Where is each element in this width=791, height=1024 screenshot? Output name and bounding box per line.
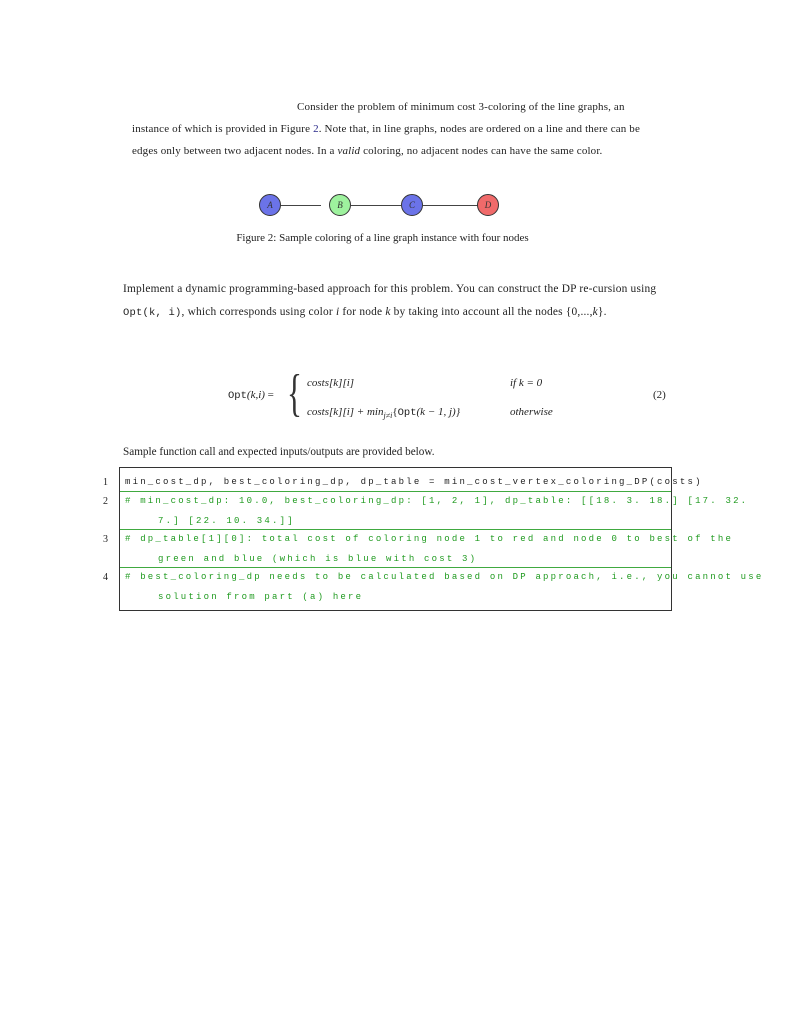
implement-text-1: Implement a dynamic programming-based approach for this problem. You can construct the DP re-cursion using xyxy=(123,283,657,295)
equation-condition-2: otherwise xyxy=(510,406,553,418)
eq-case2-open: { xyxy=(392,406,398,418)
code-separator xyxy=(120,529,671,530)
eq-case2-text: costs[k][i] + min xyxy=(307,406,384,418)
code-line-2b: 7.] [22. 10. 34.]] xyxy=(158,516,295,526)
code-line-1: min_cost_dp, best_coloring_dp, dp_table = min_cost_vertex_coloring_DP(costs) xyxy=(125,477,703,487)
code-line-4b: solution from part (a) here xyxy=(158,592,364,602)
code-line-4a: # best_coloring_dp needs to be calculated based on DP approach, i.e., you cannot use xyxy=(125,572,764,582)
graph-node-a: A xyxy=(259,194,281,216)
equation-case-1: costs[k][i] xyxy=(307,377,355,389)
equation-condition-1: if k = 0 xyxy=(510,377,543,389)
valid-emphasis: valid xyxy=(337,145,361,157)
code-line-number: 2 xyxy=(103,496,108,507)
equation-number: (2) xyxy=(653,389,666,401)
graph-node-b: B xyxy=(329,194,351,216)
eq-case2-opt: Opt xyxy=(397,407,417,419)
code-listing xyxy=(119,467,764,611)
code-line-number: 4 xyxy=(103,572,108,583)
eq-case2-args: (k − 1, j)} xyxy=(416,406,461,418)
graph-edge xyxy=(277,205,321,206)
figure-reference-link[interactable]: 2 xyxy=(313,123,319,135)
implement-text-3: for node xyxy=(339,306,386,318)
code-line-number: 3 xyxy=(103,534,108,545)
eq-opt-func: Opt xyxy=(228,390,247,402)
eq-case2-subscript: j≠i xyxy=(383,411,393,421)
code-line-3b: green and blue (which is blue with cost 3) xyxy=(158,554,478,564)
var-k: k xyxy=(385,306,391,318)
implement-text-5: }. xyxy=(597,306,607,318)
implement-text-4: by taking into account all the nodes {0,..., xyxy=(390,306,593,318)
var-k-2: k xyxy=(592,306,598,318)
intro-line-1: Consider the problem of minimum cost 3-coloring of the line graphs, an xyxy=(297,101,625,113)
intro-paragraph xyxy=(132,96,665,162)
code-line-2a: # min_cost_dp: 10.0, best_coloring_dp: [1, 2, 1], dp_table: [[18. 3. 18.] [17. 32. xyxy=(125,496,749,506)
line-graph-figure xyxy=(255,192,505,220)
code-line-number: 1 xyxy=(103,477,108,488)
opt-code-inline: Opt(k, i) xyxy=(123,307,182,319)
graph-node-d: D xyxy=(477,194,499,216)
cases-brace: { xyxy=(287,365,302,422)
implement-paragraph xyxy=(123,278,668,325)
eq-opt-args: (k,i) xyxy=(246,389,265,401)
code-line-3a: # dp_table[1][0]: total cost of coloring node 1 to red and node 0 to best of the xyxy=(125,534,734,544)
intro-text-c: coloring, no adjacent nodes can have the same color. xyxy=(360,145,603,157)
equation-case-2 xyxy=(307,406,460,420)
graph-node-c: C xyxy=(401,194,423,216)
eq-equals: = xyxy=(264,389,274,401)
equation-lhs xyxy=(228,389,274,402)
graph-edge xyxy=(351,205,401,206)
graph-edge xyxy=(423,205,478,206)
implement-text-2: , which corresponds using color xyxy=(181,306,336,318)
figure-caption: Figure 2: Sample coloring of a line graph instance with four nodes xyxy=(236,232,529,244)
var-i: i xyxy=(335,306,340,318)
intro-text-a: instance of which is provided in Figure xyxy=(132,123,314,135)
sample-intro-text: Sample function call and expected inputs/outputs are provided below. xyxy=(123,446,435,458)
intro-text-b: . Note that, in line graphs, nodes are ordered on a line and there can be edges only between two adjacent nodes. In a xyxy=(132,123,640,157)
code-separator xyxy=(120,567,671,568)
code-separator xyxy=(120,491,671,492)
